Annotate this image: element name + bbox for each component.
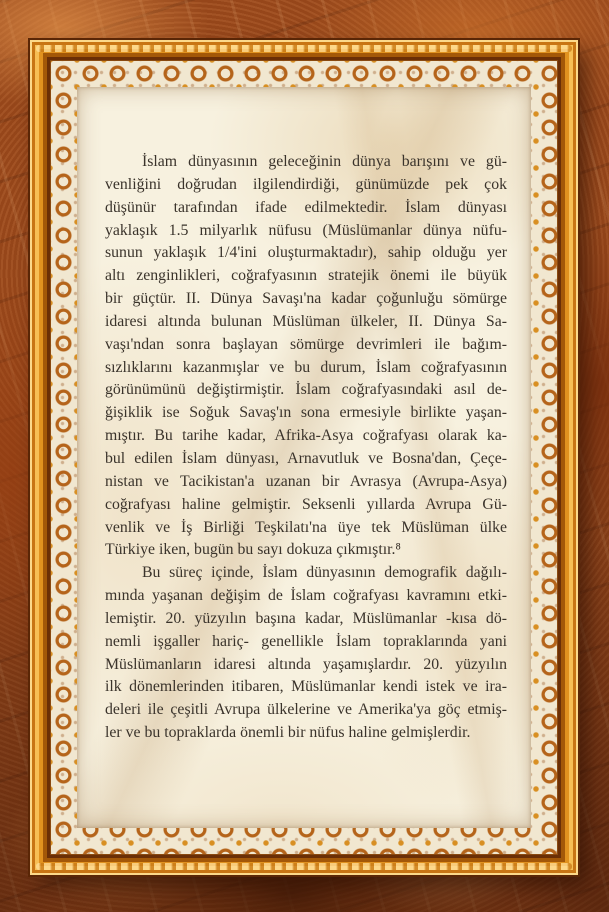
text-line: ilk dönemlerinden itibaren, Müslümanlar kendi istek ve ira- <box>105 678 507 696</box>
body-text <box>77 87 531 828</box>
text-line: sunun yaklaşık 1/4'ini oluşturmaktadır), sahip olduğu yer <box>105 244 507 262</box>
text-line: nistan ve Tacikistan'a uzanan bir Avrasya (Avrupa-Asya) <box>105 472 507 490</box>
text-line: görünümünü değiştirmiştir. İslam coğrafyasındaki asıl de- <box>105 381 507 399</box>
text-line: mında yaşanan değişim de İslam coğrafyası kavramını etki- <box>105 587 507 605</box>
text-line: yaklaşık 1.5 milyarlık nüfusu (Müslümanlar dünya nüfu- <box>105 221 507 239</box>
text-line: bir güçtür. II. Dünya Savaşı'na kadar çoğunluğu sömürge <box>105 290 507 308</box>
text-line: vaşı'ndan sonra başlayan sömürge devrimleri ile bağım- <box>105 335 507 353</box>
text-line: düşünür tarafından ifade edilmektedir. İslam dünyası <box>105 198 507 216</box>
text-line: ğişiklik ise Soğuk Savaş'ın sona ermesiyle birlikte yaşan- <box>105 404 507 422</box>
text-line: İslam dünyasının geleceğinin dünya barışını ve gü- <box>142 153 507 170</box>
text-line: altı zenginlikleri, coğrafyasının stratejik önemi ile büyük <box>105 267 507 285</box>
text-line: lemiştir. 20. yüzyılın başına kadar, Müslümanlar -kısa dö- <box>105 609 507 627</box>
text-line: ler ve bu topraklarda önemli bir nüfus haline gelmişlerdir. <box>105 724 471 742</box>
text-line: sızlıklarını kazanmışlar ve bu durum, İslam coğrafyasının <box>105 358 507 376</box>
gilded-picture-frame <box>30 40 578 875</box>
text-line: Bu süreç içinde, İslam dünyasının demografik dağılı- <box>142 564 507 582</box>
frame-scrollwork-band <box>50 60 558 855</box>
book-page <box>77 87 531 828</box>
text-line: venlik ve İş Birliği Teşkilatı'na üye tek Müslüman ülke <box>105 518 507 536</box>
text-line: Türkiye iken, bugün bu sayı dokuza çıkmıştır.⁸ <box>105 541 401 559</box>
text-line: coğrafyası haline gelmiştir. Seksenli yıllarda Avrupa Gü- <box>105 495 507 513</box>
text-line: bul edilen İslam dünyası, Arnavutluk ve Bosna'dan, Çeçe- <box>105 449 507 467</box>
text-line: nemli işgaller hariç- genellikle İslam topraklarında yani <box>105 632 507 650</box>
text-line: deleri ile çeşitli Avrupa ülkelerine ve Amerika'ya göç etmiş- <box>105 701 507 719</box>
text-line: idaresi altında bulunan Müslüman ülkeler, II. Dünya Sa- <box>105 312 507 330</box>
text-line: Müslümanların idaresi altında yaşamışlardır. 20. yüzyılın <box>105 655 507 673</box>
text-line: venliğini doğrudan ilgilendirdiği, günümüzde pek çok <box>105 175 507 193</box>
text-line: mıştır. Bu tarihe kadar, Afrika-Asya coğrafyası olarak ka- <box>105 427 507 445</box>
